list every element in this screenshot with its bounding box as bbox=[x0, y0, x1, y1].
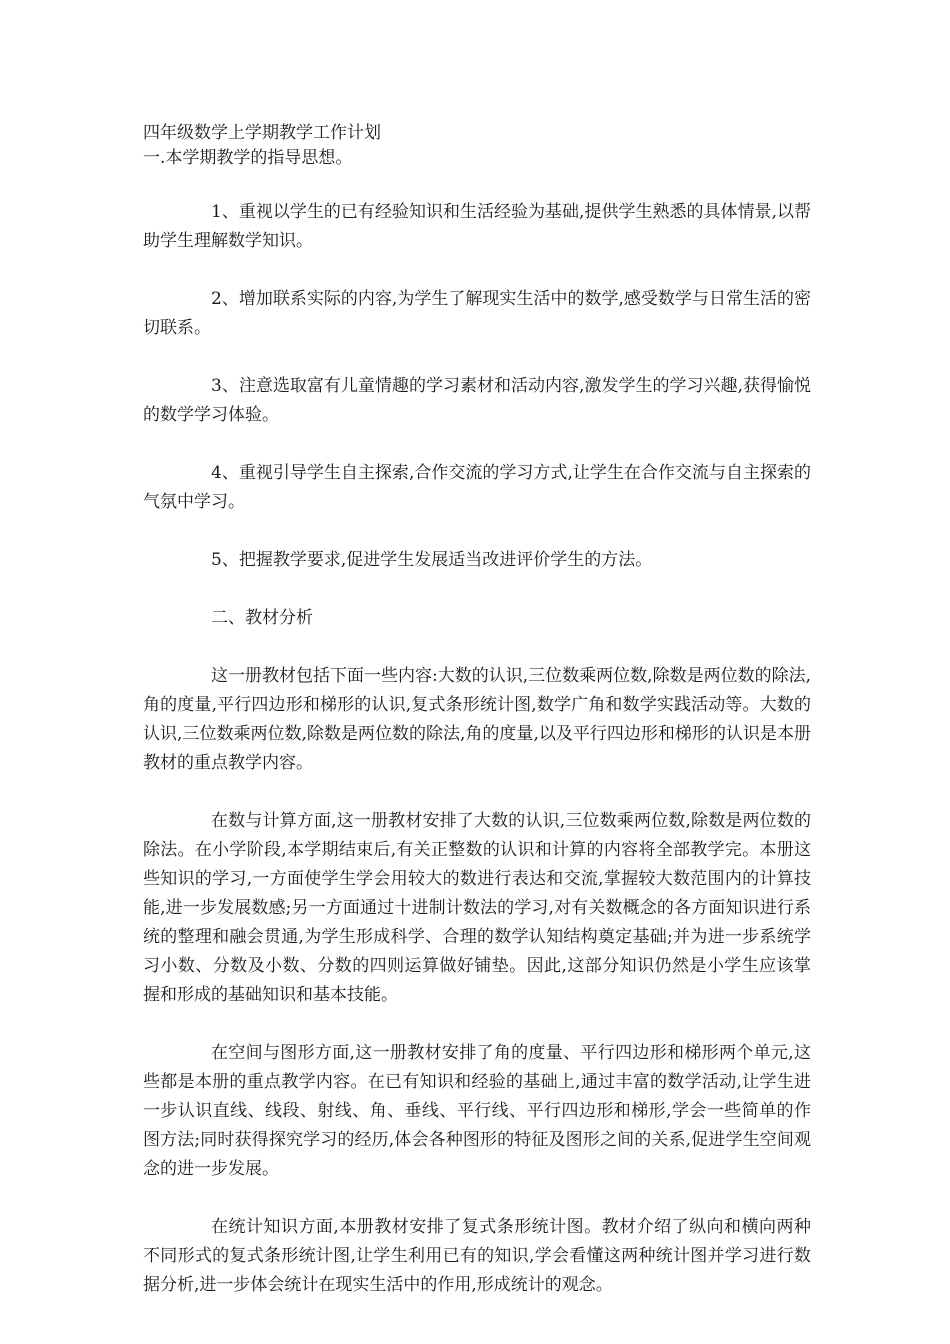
paragraph-guideline-5: 5、把握教学要求,促进学生发展适当改进评价学生的方法。 bbox=[211, 550, 653, 570]
paragraph-textbook-contents: 这一册教材包括下面一些内容:大数的认识,三位数乘两位数,除数是两位数的除法,角的度量,平行四边形和梯形的认识,复式条形统计图,数学广角和数学实践活动等。大数的认识,三位数乘两位数,除数是两位数的除法,角的度量,以及平行四边形和梯形的认识是本册教材的重点教学内容。 bbox=[143, 666, 811, 773]
paragraph-guideline-1: 1、重视以学生的已有经验知识和生活经验为基础,提供学生熟悉的具体情景,以帮助学生理解数学知识。 bbox=[143, 202, 811, 251]
document-header bbox=[143, 121, 811, 171]
paragraph-guideline-3: 3、注意选取富有儿童情趣的学习素材和活动内容,激发学生的学习兴趣,获得愉悦的数学学习体验。 bbox=[143, 376, 811, 425]
document-title: 四年级数学上学期教学工作计划 bbox=[143, 123, 381, 143]
paragraph-statistics: 在统计知识方面,本册教材安排了复式条形统计图。教材介绍了纵向和横向两种不同形式的复式条形统计图,让学生利用已有的知识,学会看懂这两种统计图并学习进行数据分析,进一步体会统计在现实生活中的作用,形成统计的观念。 bbox=[143, 1217, 811, 1295]
paragraph-guideline-4: 4、重视引导学生自主探索,合作交流的学习方式,让学生在合作交流与自主探索的气氛中学习。 bbox=[143, 463, 811, 512]
section-heading-textbook-analysis: 二、教材分析 bbox=[211, 608, 313, 628]
paragraph-guideline-2: 2、增加联系实际的内容,为学生了解现实生活中的数学,感受数学与日常生活的密切联系。 bbox=[143, 289, 811, 338]
paragraph-numbers-calculation: 在数与计算方面,这一册教材安排了大数的认识,三位数乘两位数,除数是两位数的除法。在小学阶段,本学期结束后,有关正整数的认识和计算的内容将全部教学完。本册这些知识的学习,一方面使学生学会用较大的数进行表达和交流,掌握较大数范围内的计算技能,进一步发展数感;另一方面通过十进制计数法的学习,对有关数概念的各方面知识进行系统的整理和融会贯通,为学生形成科学、合理的数学认知结构奠定基础;并为进一步系统学习小数、分数及小数、分数的四则运算做好铺垫。因此,这部分知识仍然是小学生应该掌握和形成的基础知识和基本技能。 bbox=[143, 811, 811, 1005]
section-heading-guiding-ideas: 一.本学期教学的指导思想。 bbox=[143, 148, 353, 168]
document-body bbox=[143, 121, 811, 1329]
paragraph-space-geometry: 在空间与图形方面,这一册教材安排了角的度量、平行四边形和梯形两个单元,这些都是本册的重点教学内容。在已有知识和经验的基础上,通过丰富的数学活动,让学生进一步认识直线、线段、射线、角、垂线、平行线、平行四边形和梯形,学会一些简单的作图方法;同时获得探究学习的经历,体会各种图形的特征及图形之间的关系,促进学生空间观念的进一步发展。 bbox=[143, 1043, 811, 1179]
